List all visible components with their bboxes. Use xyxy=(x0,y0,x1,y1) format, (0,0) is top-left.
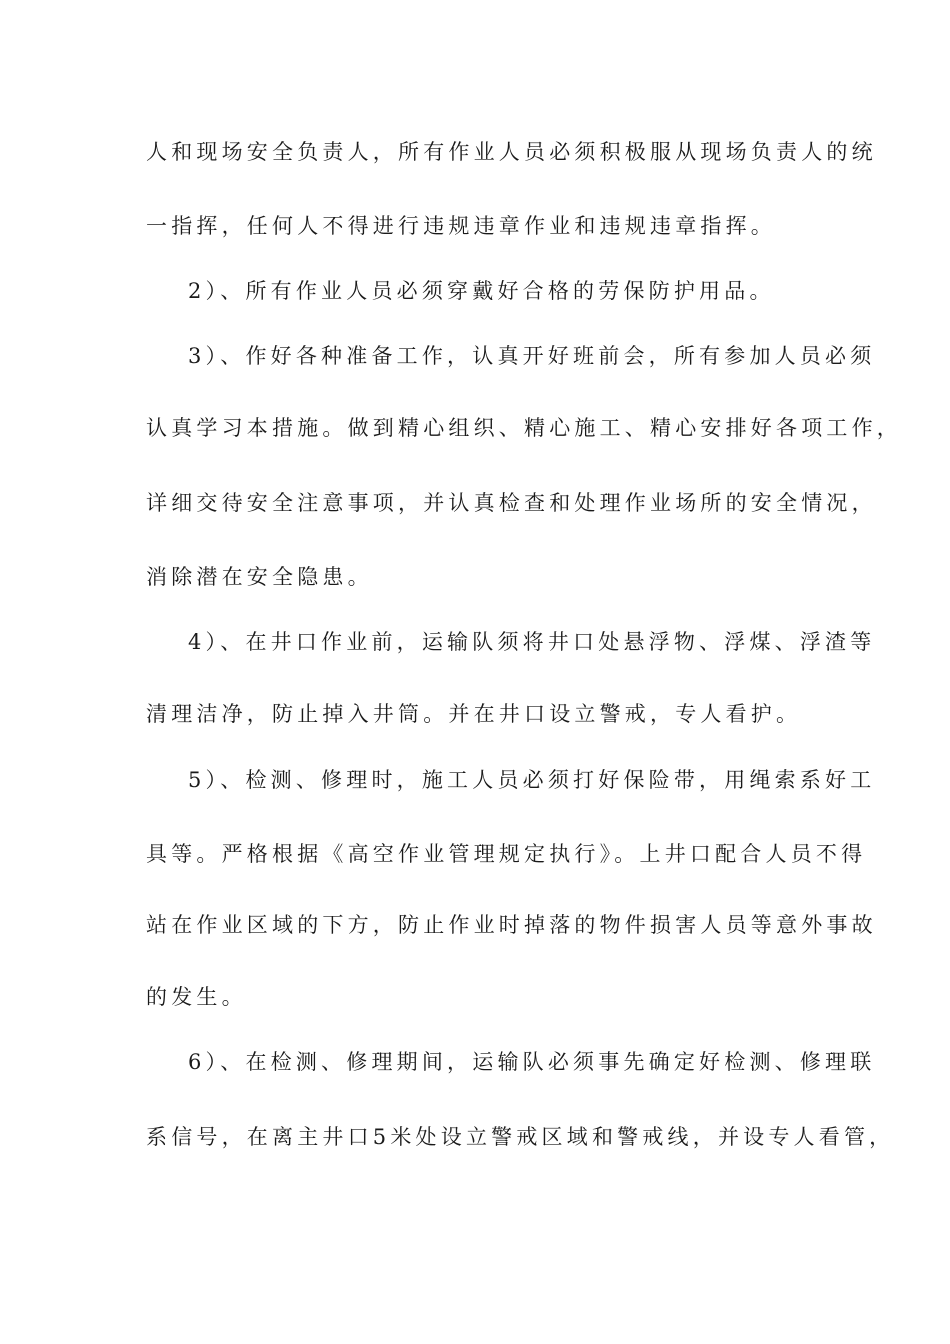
paragraph-line: 认真学习本措施。做到精心组织、精心施工、精心安排好各项工作， xyxy=(146,416,902,440)
paragraph-line: 消除潜在安全隐患。 xyxy=(146,565,373,589)
paragraph-line: 人和现场安全负责人，所有作业人员必须积极服从现场负责人的统 xyxy=(146,140,877,164)
list-item-4: 4）、在井口作业前，运输队须将井口处悬浮物、浮煤、浮渣等 xyxy=(188,630,876,654)
paragraph-line: 详细交待安全注意事项，并认真检查和处理作业场所的安全情况， xyxy=(146,491,877,515)
paragraph-line: 站在作业区域的下方，防止作业时掉落的物件损害人员等意外事故 xyxy=(146,913,877,937)
list-item-2: 2）、所有作业人员必须穿戴好合格的劳保防护用品。 xyxy=(188,279,775,303)
list-item-6: 6）、在检测、修理期间，运输队必须事先确定好检测、修理联 xyxy=(188,1050,876,1074)
paragraph-line: 系信号，在离主井口5米处设立警戒区域和警戒线，并设专人看管， xyxy=(146,1125,895,1149)
paragraph-line: 清理洁净，防止掉入井筒。并在井口设立警戒，专人看护。 xyxy=(146,702,802,726)
paragraph-line: 的发生。 xyxy=(146,985,247,1009)
list-item-5: 5）、检测、修理时，施工人员必须打好保险带，用绳索系好工 xyxy=(188,768,876,792)
paragraph-line: 一指挥，任何人不得进行违规违章作业和违规违章指挥。 xyxy=(146,214,776,238)
paragraph-line: 具等。严格根据《高空作业管理规定执行》。上井口配合人员不得 xyxy=(146,842,867,866)
list-item-3: 3）、作好各种准备工作，认真开好班前会，所有参加人员必须 xyxy=(188,344,876,368)
